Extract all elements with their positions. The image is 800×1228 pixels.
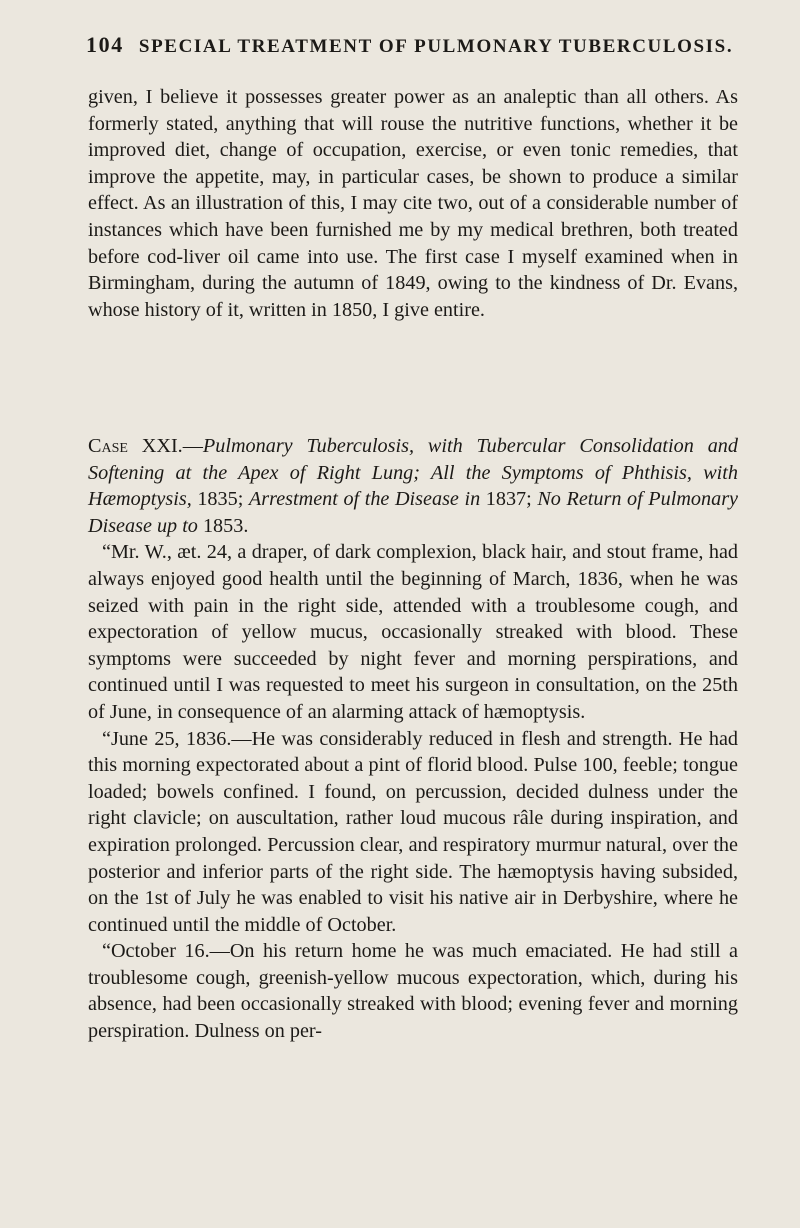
case-dash: — (182, 435, 203, 457)
case-heading (88, 433, 738, 539)
paragraph-case-history: “Mr. W., æt. 24, a draper, of dark complexion, black hair, and stout frame, had always enjoyed good health until the beginning of March, 1836, when he was seized with pain in the right side, attended with a troublesome cough, and expectoration of yellow mucus, occasionally streaked with blood. These symptoms were succeeded by night fever and morning perspirations, and continued until I was requested to meet his surgeon in consultation, on the 25th of June, in consequence of an alarming attack of hæmoptysis. (88, 541, 738, 723)
paragraph-june-25: “June 25, 1836.—He was considerably reduced in flesh and strength. He had this morning expectorated about a pint of florid blood. Pulse 100, feeble; tongue loaded; bowels confined. I found, on percussion, decided dulness under the right clavicle; on auscultation, rather loud mucous râle during inspiration, and expiration prolonged. Percussion clear, and respiratory murmur natural, over the posterior and inferior parts of the right side. The hæmoptysis having subsided, on the 1st of July he was enabled to visit his native air in Derbyshire, where he continued until the middle of October. (88, 727, 738, 936)
paragraph-october-16: “October 16.—On his return home he was much emaciated. He had still a troublesome cough, greenish-yellow mucous expectoration, which, during his absence, had been occasionally streaked with blood; evening fever and morning perspiration. Dulness on per- (88, 940, 738, 1043)
case-year-3: 1853. (197, 514, 249, 537)
paragraph-continued: given, I believe it possesses greater power as an analeptic than all others. As formerly stated, anything that will rouse the nutritive functions, whether it be improved diet, change of occupation, exercise, or even tonic remedies, that improve the appetite, may, in particular cases, be shown to produce a similar effect. As an illustration of this, I may cite two, out of a considerable number of instances which have been furnished me by my medical brethren, both treated before cod-liver oil came into use. The first case I myself examined when in Birmingham, during the autumn of 1849, owing to the kindness of Dr. Evans, whose history of it, written in 1850, I give entire. (88, 86, 738, 321)
case-title-part-2: Arrestment of the Disease in (248, 488, 481, 511)
case-title-part-3: No Return of Pulmonary Disease up to (88, 488, 739, 537)
page-number: 104 (86, 32, 124, 57)
case-section (88, 433, 738, 1045)
running-title: SPECIAL TREATMENT OF PULMONARY TUBERCULOSIS. (138, 36, 734, 57)
case-year-1: 1835; (191, 488, 249, 511)
opening-text (88, 84, 738, 323)
case-title-part-1: Pulmonary Tuberculosis, with Tubercular Consolidation and Softening at the Apex of Right Lung; All the Symptoms of Phthisis, with Hæmoptysis, (88, 435, 738, 511)
running-head (86, 32, 766, 58)
case-year-2: 1837; (480, 488, 538, 511)
case-label: Case XXI. (88, 435, 183, 457)
